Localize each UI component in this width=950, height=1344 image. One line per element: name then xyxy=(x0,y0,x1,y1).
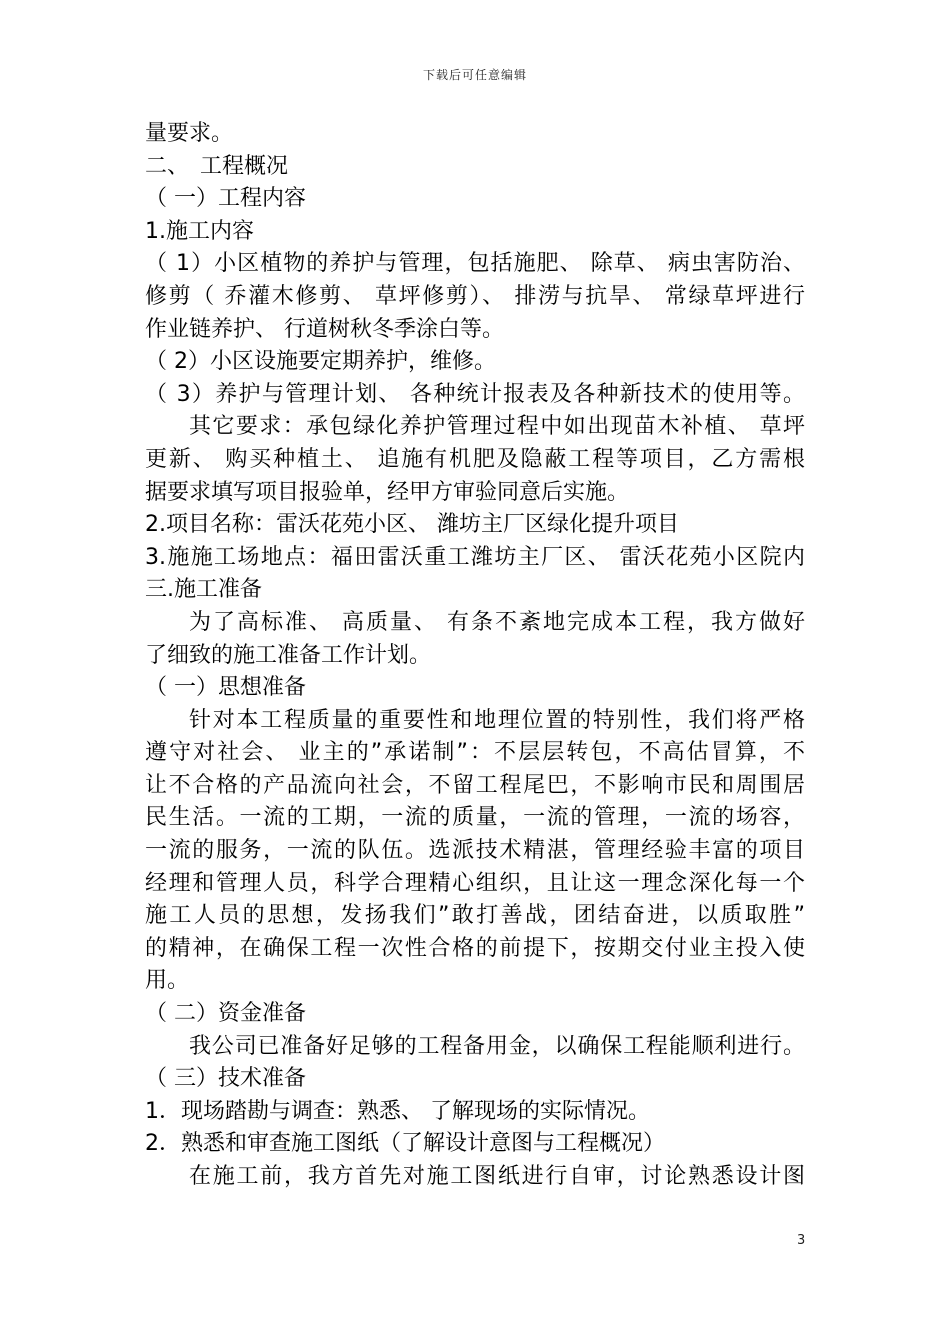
text-line: 民生活。一流的工期，一流的质量，一流的管理，一流的场容， xyxy=(145,805,805,831)
text-line: 遵守对社会、 业主的”承诺制”：不层层转包，不高估冒算，不 xyxy=(145,740,805,766)
text-line: 让不合格的产品流向社会，不留工程尾巴，不影响市民和周围居 xyxy=(145,772,805,798)
paragraph-first-line: 为了高标准、 高质量、 有条不紊地完成本工程，我方做好 xyxy=(189,609,805,635)
text-line: 一流的服务，一流的队伍。选派技术精湛，管理经验丰富的项目 xyxy=(145,838,805,864)
subsection-heading: （ 三）技术准备 xyxy=(145,1066,306,1092)
text-line: 2.项目名称：雷沃花苑小区、 潍坊主厂区绿化提升项目 xyxy=(145,512,679,538)
item-heading: 1.施工内容 xyxy=(145,218,254,244)
page-header: 下载后可任意编辑 xyxy=(422,68,527,82)
text-line: 3.施施工场地点：福田雷沃重工潍坊主厂区、 雷沃花苑小区院内 xyxy=(145,544,805,570)
text-line: 用。 xyxy=(145,968,190,994)
text-line: 的精神，在确保工程一次性合格的前提下，按期交付业主投入使 xyxy=(145,935,805,961)
text-line: 作业链养护、 行道树秋冬季涂白等。 xyxy=(145,316,504,342)
section-heading: 三.施工准备 xyxy=(145,577,262,603)
paragraph-first-line: 在施工前，我方首先对施工图纸进行自审，讨论熟悉设计图 xyxy=(189,1164,805,1189)
section-heading: 二、 工程概况 xyxy=(145,153,289,179)
text-line: 1．现场踏勘与调查：熟悉、 了解现场的实际情况。 xyxy=(145,1098,650,1124)
text-line: 了细致的施工准备工作计划。 xyxy=(145,642,432,668)
subsection-heading: （ 二）资金准备 xyxy=(145,1001,306,1027)
subsection-heading: （ 一）工程内容 xyxy=(145,186,306,212)
subsection-heading: （ 一）思想准备 xyxy=(145,675,306,701)
document-body xyxy=(145,118,805,1194)
paragraph-first-line: 我公司已准备好足够的工程备用金，以确保工程能顺利进行。 xyxy=(189,1033,805,1059)
text-line: 2．熟悉和审查施工图纸（了解设计意图与工程概况） xyxy=(145,1131,665,1157)
page-number: 3 xyxy=(797,1233,806,1248)
text-line: 经理和管理人员，科学合理精心组织，且让这一理念深化每一个 xyxy=(145,870,805,896)
text-line: 更新、 购买种植土、 追施有机肥及隐蔽工程等项目，乙方需根 xyxy=(145,446,805,472)
text-line: 据要求填写项目报验单，经甲方审验同意后实施。 xyxy=(145,479,630,505)
text-line: 修剪（ 乔灌木修剪、 草坪修剪）、 排涝与抗旱、 常绿草坪进行 xyxy=(145,283,805,309)
text-line: （ 1）小区植物的养护与管理，包括施肥、 除草、 病虫害防治、 xyxy=(145,251,805,277)
text-line: （ 3）养护与管理计划、 各种统计报表及各种新技术的使用等。 xyxy=(145,381,805,407)
text-line: （ 2）小区设施要定期养护，维修。 xyxy=(145,349,496,375)
paragraph-first-line: 其它要求：承包绿化养护管理过程中如出现苗木补植、 草坪 xyxy=(189,414,805,440)
text-line: 量要求。 xyxy=(145,121,234,146)
text-line: 施工人员的思想，发扬我们”敢打善战，团结奋进，以质取胜” xyxy=(145,903,805,929)
paragraph-first-line: 针对本工程质量的重要性和地理位置的特别性，我们将严格 xyxy=(189,707,805,733)
